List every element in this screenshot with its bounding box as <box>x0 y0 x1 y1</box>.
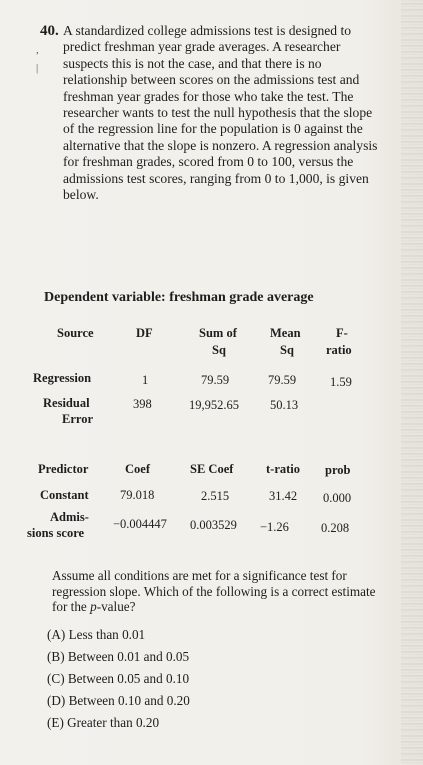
cell-prob: 0.208 <box>321 521 350 535</box>
cell-df: 398 <box>133 397 152 411</box>
header-source: Source <box>57 326 94 340</box>
cell-ms: 50.13 <box>270 398 299 412</box>
choice-e[interactable]: (E) Greater than 0.20 <box>47 715 160 730</box>
header-coef: Coef <box>125 462 150 476</box>
header-prob: prob <box>325 463 351 477</box>
header-predictor: Predictor <box>38 462 89 476</box>
margin-mark: , <box>36 44 39 56</box>
header-sum-of: Sum of <box>199 326 237 340</box>
row-label-error: Error <box>62 412 94 426</box>
row-label-regression: Regression <box>33 371 92 385</box>
choice-d[interactable]: (D) Between 0.10 and 0.20 <box>47 693 190 708</box>
header-sq: Sq <box>212 343 226 357</box>
cell-f: 1.59 <box>330 375 352 389</box>
cell-se-coef: 0.003529 <box>190 518 237 532</box>
problem-text: A standardized college admissions test is designed to predict freshman year grade averages. A researcher suspects this is not the case, and that there is no relationship between scores on the admissions test and freshman year grades for those who take the test. The researcher wants to test the null hypothesis that the slope of the regression line for the population is 0 against the alternative that the slope is nonzero. A regression analysis for freshman grades, scored from 0 to 100, versus the admissions test scores, ranging from 0 to 1,000, is given below. <box>63 23 378 203</box>
cell-coef: 79.018 <box>120 488 155 502</box>
cell-ms: 79.59 <box>268 373 297 387</box>
choice-b[interactable]: (B) Between 0.01 and 0.05 <box>47 649 190 664</box>
p-symbol: p <box>90 599 97 614</box>
cell-t-ratio: −1.26 <box>260 520 289 534</box>
header-ratio: ratio <box>326 343 352 357</box>
choice-c[interactable]: (C) Between 0.05 and 0.10 <box>47 671 190 686</box>
header-t-ratio: t-ratio <box>266 462 301 476</box>
row-label-residual: Residual <box>43 396 90 410</box>
row-label-admissions: Admis- <box>50 510 89 524</box>
cell-prob: 0.000 <box>323 491 352 505</box>
cell-t-ratio: 31.42 <box>269 489 298 503</box>
header-sq: Sq <box>280 343 294 357</box>
dependent-variable-label: Dependent variable: freshman grade average <box>44 290 314 305</box>
question-number: 40. <box>40 23 59 39</box>
prompt-text-end: -value? <box>96 599 136 614</box>
header-df: DF <box>136 326 153 340</box>
cell-se-coef: 2.515 <box>201 489 230 503</box>
cell-ss: 19,952.65 <box>189 398 239 412</box>
choice-a[interactable]: (A) Less than 0.01 <box>47 627 146 642</box>
header-mean: Mean <box>270 326 301 340</box>
row-label-score: sions score <box>27 526 85 540</box>
question-prompt <box>52 568 377 615</box>
cell-ss: 79.59 <box>201 373 230 387</box>
answer-choices <box>47 624 190 734</box>
header-f: F- <box>336 326 348 340</box>
cell-coef: −0.004447 <box>113 517 167 531</box>
page-edge <box>401 0 423 765</box>
margin-mark: | <box>36 62 39 74</box>
header-se-coef: SE Coef <box>190 462 234 476</box>
prompt-text: Assume all conditions are met for a significance test for regression slope. Which of the following is a correct estimate for the <box>52 568 376 614</box>
row-label-constant: Constant <box>40 488 89 502</box>
cell-df: 1 <box>142 373 149 387</box>
